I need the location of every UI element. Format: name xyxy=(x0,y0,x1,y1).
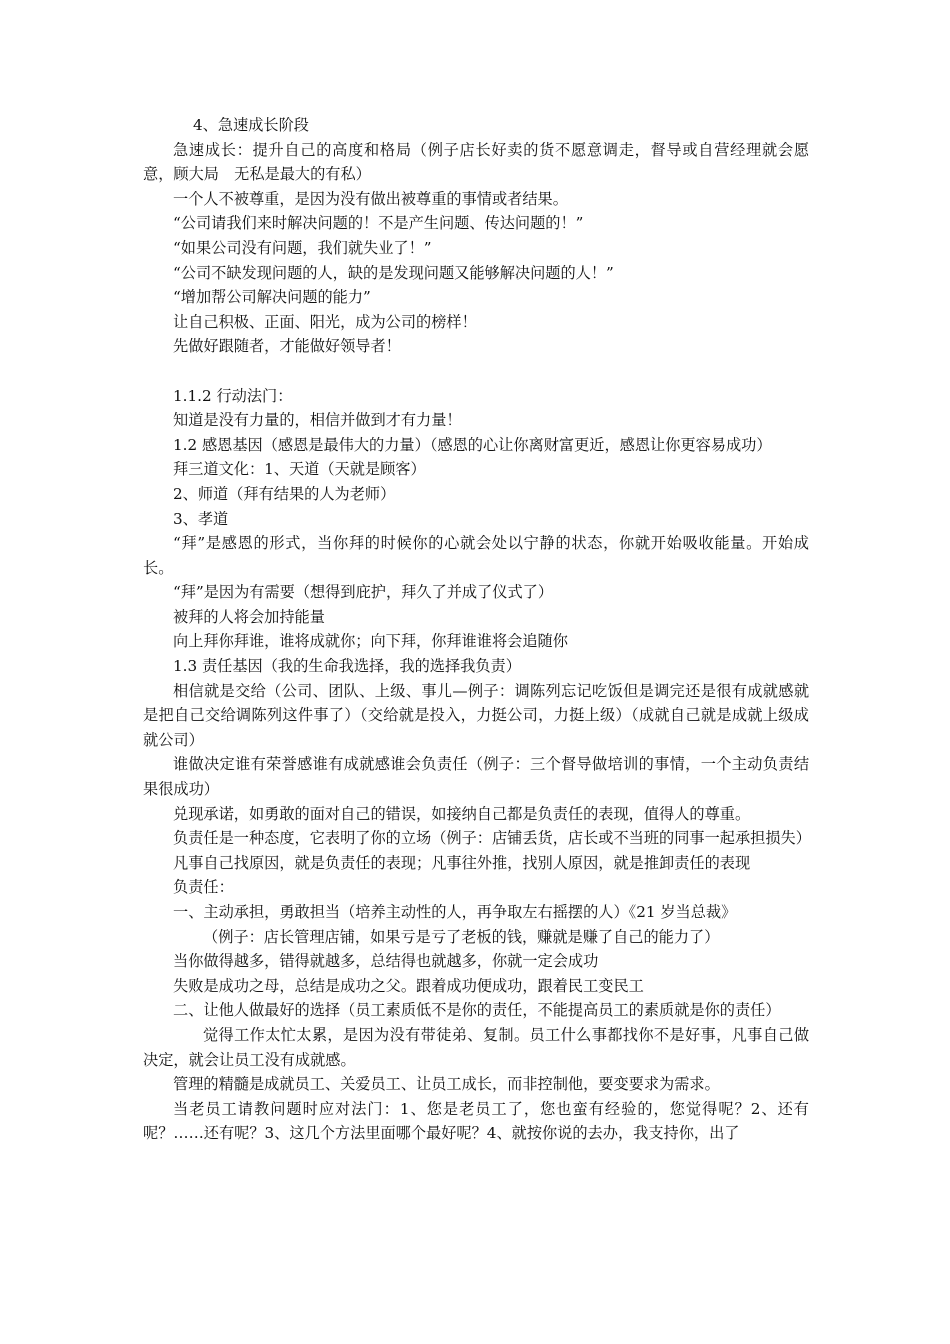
paragraph: 觉得工作太忙太累，是因为没有带徒弟、复制。员工什么事都找你不是好事，凡事自己做决定，就会让员工没有成就感。 xyxy=(143,1025,809,1069)
paragraph: “拜”是感恩的形式，当你拜的时候你的心就会处以宁静的状态，你就开始吸收能量。开始成长。 xyxy=(143,534,809,577)
blank-line xyxy=(143,359,809,384)
paragraph: 拜三道文化：1、天道（天就是顾客） xyxy=(173,460,426,479)
section-heading: 1.3 责任基因（我的生命我选择，我的选择我负责） xyxy=(173,657,521,676)
quote-line: “公司不缺发现问题的人，缺的是发现问题又能够解决问题的人！” xyxy=(173,263,614,282)
paragraph: （例子：店长管理店铺，如果亏是亏了老板的钱，赚就是赚了自己的能力了） xyxy=(203,927,720,946)
paragraph: 一个人不被尊重，是因为没有做出被尊重的事情或者结果。 xyxy=(173,189,568,208)
paragraph: “拜”是因为有需要（想得到庇护，拜久了并成了仪式了） xyxy=(173,583,554,602)
paragraph: 2、师道（拜有结果的人为老师） xyxy=(173,484,396,503)
paragraph: 失败是成功之母，总结是成功之父。跟着成功便成功，跟着民工变民工 xyxy=(173,976,644,995)
quote-line: “如果公司没有问题，我们就失业了！” xyxy=(173,238,432,257)
paragraph: 知道是没有力量的，相信并做到才有力量！ xyxy=(173,411,462,430)
paragraph: 相信就是交给（公司、团队、上级、事儿—例子：调陈列忘记吃饭但是调完还是很有成就感就是把自己交给调陈列这件事了）（交给就是投入，力挺公司，力挺上级）（成就自己就是成就上级成就公司） xyxy=(143,681,809,749)
paragraph: 谁做决定谁有荣誉感谁有成就感谁会负责任（例子：三个督导做培训的事情，一个主动负责结果很成功） xyxy=(143,755,809,799)
paragraph: 负责任是一种态度，它表明了你的立场（例子：店铺丢货，店长或不当班的同事一起承担损失） xyxy=(173,829,811,848)
section-heading: 1.1.2 行动法门： xyxy=(173,386,293,405)
paragraph: 管理的精髓是成就员工、关爱员工、让员工成长，而非控制他，要变要求为需求。 xyxy=(173,1075,720,1094)
quote-line: “公司请我们来时解决问题的！不是产生问题、传达问题的！” xyxy=(173,214,584,233)
paragraph: 当你做得越多，错得就越多，总结得也就越多，你就一定会成功 xyxy=(173,952,599,971)
paragraph: 二、让他人做最好的选择（员工素质低不是你的责任，不能提高员工的素质就是你的责任） xyxy=(173,1001,781,1020)
paragraph: 凡事自己找原因，就是负责任的表现；凡事往外推，找别人原因，就是推卸责任的表现 xyxy=(173,853,751,872)
paragraph: 一、主动承担，勇敢担当（培养主动性的人，再争取左右摇摆的人）《21 岁当总裁》 xyxy=(173,903,737,921)
paragraph: 让自己积极、正面、阳光，成为公司的榜样！ xyxy=(173,312,477,331)
document-body xyxy=(143,113,809,1146)
section-heading: 4、急速成长阶段 xyxy=(193,116,309,134)
paragraph: 先做好跟随者，才能做好领导者！ xyxy=(173,337,401,356)
quote-line: “增加帮公司解决问题的能力” xyxy=(173,288,371,307)
section-heading: 1.2 感恩基因（感恩是最伟大的力量）（感恩的心让你离财富更近，感恩让你更容易成功） xyxy=(173,435,772,454)
paragraph: 被拜的人将会加持能量 xyxy=(173,607,325,626)
paragraph: 3、孝道 xyxy=(173,509,229,528)
paragraph: 当老员工请教问题时应对法门：1、您是老员工了，您也蛮有经验的，您觉得呢？2、还有呢？……还有呢？3、这几个方法里面哪个最好呢？4、就按你说的去办，我支持你，出了 xyxy=(143,1099,809,1143)
paragraph: 急速成长：提升自己的高度和格局（例子店长好卖的货不愿意调走，督导或自营经理就会愿意，顾大局 无私是最大的有私） xyxy=(143,140,809,184)
paragraph: 向上拜你拜谁，谁将成就你；向下拜，你拜谁谁将会追随你 xyxy=(173,632,568,651)
paragraph: 兑现承诺，如勇敢的面对自己的错误，如接纳自己都是负责任的表现，值得人的尊重。 xyxy=(173,804,751,823)
paragraph: 负责任： xyxy=(173,878,234,897)
